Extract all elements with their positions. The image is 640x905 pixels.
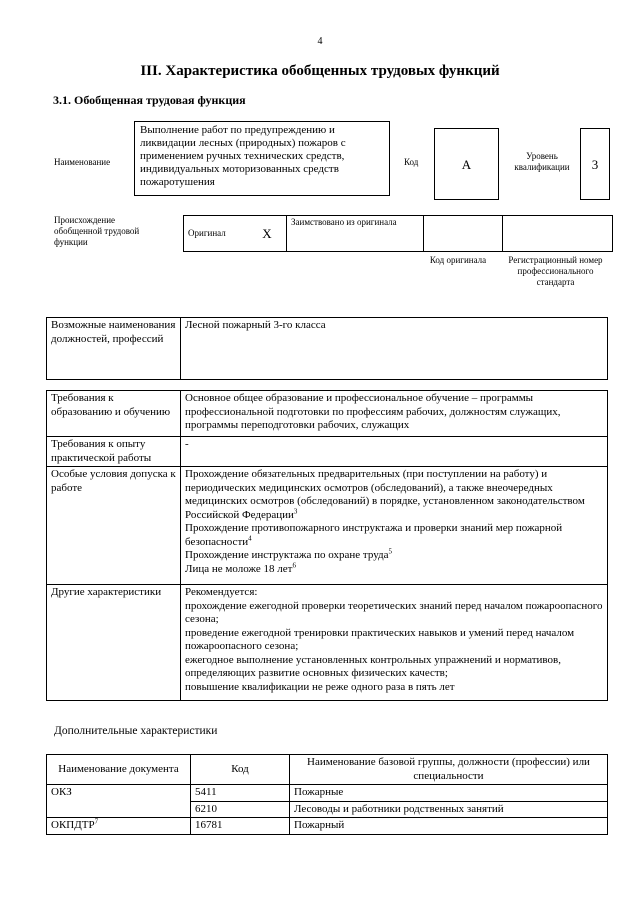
requirement-line: Рекомендуется: xyxy=(185,586,258,598)
requirement-label: Другие характеристики xyxy=(47,585,181,701)
additional-row xyxy=(47,801,608,818)
row-name: Пожарные xyxy=(290,785,608,802)
footnote-ref: 6 xyxy=(292,560,296,569)
positions-table xyxy=(46,317,608,380)
row-document xyxy=(47,801,191,818)
footnote-ref: 5 xyxy=(388,547,393,556)
requirement-line: прохождение ежегодной проверки теоретических знаний перед началом пожароопасного сезона; xyxy=(185,599,603,625)
row-document: ОКЗ xyxy=(47,785,191,802)
requirement-value xyxy=(181,585,608,701)
name-label: Наименование xyxy=(54,157,111,167)
row-name: Пожарный xyxy=(290,818,608,835)
borrowed-label: Заимствовано из оригинала xyxy=(287,216,424,252)
requirement-label: Особые условия допуска к работе xyxy=(47,467,181,585)
original-code-caption: Код оригинала xyxy=(429,255,487,265)
requirement-line: Прохождение противопожарного инструктажа и проверки знаний мер пожарной безопасности$^4$ xyxy=(185,522,563,548)
positions-label: Возможные наименования должностей, профессий xyxy=(47,318,181,380)
requirement-label: Требования к образованию и обучению xyxy=(47,391,181,437)
additional-row xyxy=(47,785,608,802)
positions-value: Лесной пожарный 3-го класса xyxy=(181,318,608,380)
requirement-label: Требования к опыту практической работы xyxy=(47,437,181,467)
requirement-line: Лица не моложе 18 лет$^6$ xyxy=(185,560,296,575)
code-value-box: А xyxy=(434,128,499,200)
original-mark: X xyxy=(248,216,287,252)
code-label: Код xyxy=(404,157,419,167)
reg-number-caption: Регистрационный номер профессионального стандарта xyxy=(508,255,603,287)
original-label: Оригинал xyxy=(184,216,249,252)
requirement-line: ежегодное выполнение установленных контрольных упражнений и нормативов, определяющих развитие основных физических качеств; xyxy=(185,653,561,679)
section-title: III. Характеристика обобщенных трудовых функций xyxy=(140,63,500,79)
requirement-row xyxy=(47,391,608,437)
requirement-row xyxy=(47,437,608,467)
additional-table xyxy=(46,754,608,835)
requirement-line: Основное общее образование и профессиональное обучение – программы профессиональной подготовки по профессиям рабочих, должностям служащих, программы переподготовки рабочих, служащих xyxy=(185,392,561,431)
page-number: 4 xyxy=(317,36,323,47)
row-name: Лесоводы и работники родственных занятий xyxy=(290,801,608,818)
requirement-line: проведение ежегодной тренировки практических навыков и умений перед началом пожароопасного сезона; xyxy=(185,626,575,652)
additional-header-row xyxy=(47,755,608,785)
requirement-line: повышение квалификации не реже одного раза в пять лет xyxy=(185,680,455,693)
function-name-box: Выполнение работ по предупреждению и ликвидации лесных (природных) пожаров с применением ручных технических средств, индивидуальных моторизованных средств пожаротушения xyxy=(134,121,390,196)
origin-table xyxy=(183,215,613,252)
requirements-table xyxy=(46,390,608,701)
original-code-cell xyxy=(424,216,503,252)
requirement-row xyxy=(47,467,608,585)
row-code: 5411 xyxy=(191,785,290,802)
requirement-line: Прохождение обязательных предварительных (при поступлении на работу) и периодических медицинских осмотров (обследований), а также внеочередных медицинских осмотров (обследований) в порядке, установленном законодательством Российской Федерации$^3$ xyxy=(185,468,585,521)
row-document: ОКПДТР$^7$ xyxy=(47,818,191,835)
requirement-value xyxy=(181,391,608,437)
footnote-ref: 4 xyxy=(248,533,252,542)
reg-number-cell xyxy=(503,216,613,252)
requirement-value xyxy=(181,467,608,585)
header-code: Код xyxy=(191,755,290,785)
additional-row xyxy=(47,818,608,835)
level-value-box: 3 xyxy=(580,128,610,200)
requirement-row xyxy=(47,585,608,701)
header-document: Наименование документа xyxy=(47,755,191,785)
footnote-ref: 3 xyxy=(293,506,298,515)
requirement-value xyxy=(181,437,608,467)
row-code: 6210 xyxy=(191,801,290,818)
level-label: Уровень квалификации xyxy=(514,151,570,172)
requirement-line: - xyxy=(185,438,189,450)
row-code: 16781 xyxy=(191,818,290,835)
origin-label: Происхождение обобщенной трудовой функции xyxy=(54,215,140,247)
additional-title: Дополнительные характеристики xyxy=(54,725,218,737)
requirement-line: Прохождение инструктажа по охране труда$^5$ xyxy=(185,547,393,561)
subsection-title: 3.1. Обобщенная трудовая функция xyxy=(53,93,246,107)
header-group-name: Наименование базовой группы, должности (профессии) или специальности xyxy=(290,755,608,785)
